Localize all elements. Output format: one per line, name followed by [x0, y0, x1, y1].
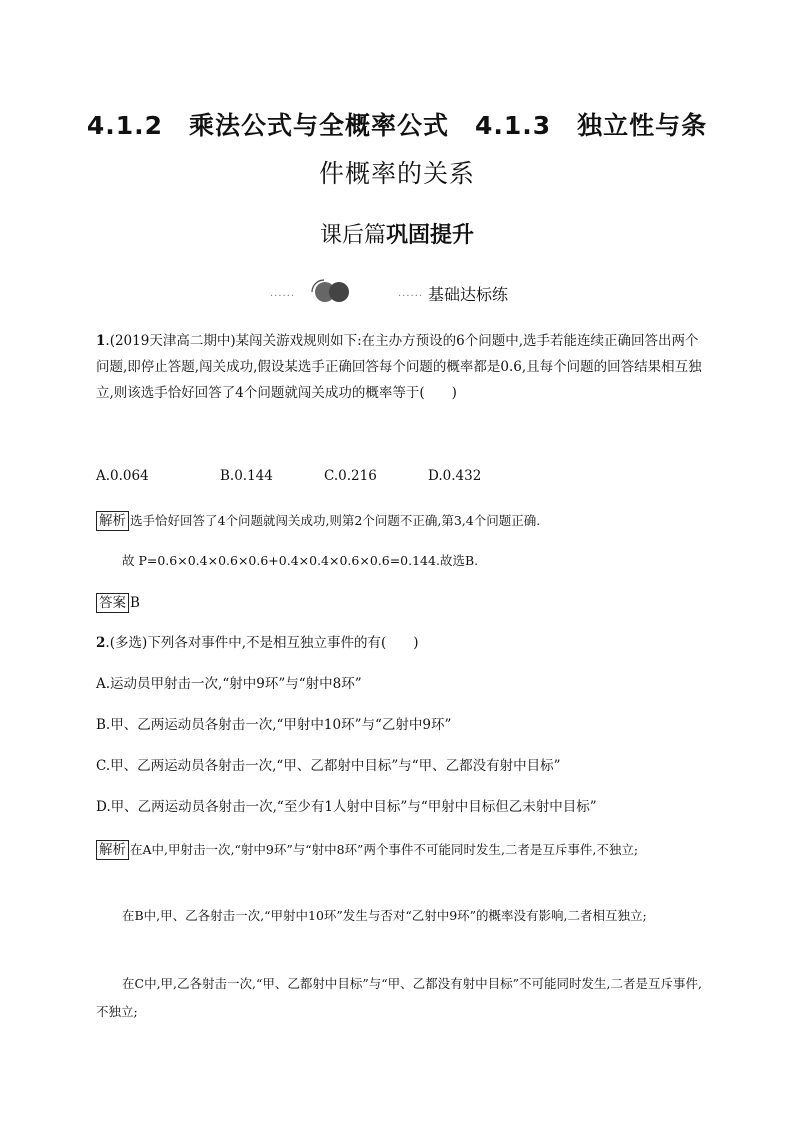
- q2-analysis-c: 在C中,甲,乙各射击一次,“甲、乙都射中目标”与“甲、乙都没有射中目标”不可能同时发生,二者是互斥事件,不独立;: [96, 976, 702, 1019]
- q2-option-d: D.甲、乙两运动员各射击一次,“至少有1人射中目标”与“甲射中目标但乙未射中目标”: [96, 799, 597, 815]
- q1-option-d: D.0.432: [428, 468, 482, 484]
- page-title-line-1: 4.1.2 乘法公式与全概率公式 4.1.3 独立性与条: [86, 111, 708, 140]
- subtitle-bold: 巩固提升: [386, 223, 475, 248]
- page-subtitle: [60, 218, 734, 249]
- q1-analysis-line-1: [96, 508, 706, 534]
- answer-label: 答案: [96, 593, 129, 613]
- dots-left: ······: [270, 291, 296, 302]
- analysis-label: 解析: [96, 840, 129, 860]
- question-2-number: 2: [96, 635, 106, 651]
- q2-option-c: C.甲、乙两运动员各射击一次,“甲、乙都射中目标”与“甲、乙都没有射中目标”: [96, 758, 561, 774]
- question-1-body: .(2019天津高二期中)某闯关游戏规则如下:在主办方预设的6个问题中,选手若能连续正确回答出两个问题,即停止答题,闯关成功,假设某选手正确回答每个问题的概率都是0.6,且每个问题的回答结果相互独立,则该选手恰好回答了4个问题就闯关成功的概率等于( ): [96, 333, 702, 401]
- q1-answer-value: B: [130, 595, 140, 611]
- question-1-text: [96, 328, 706, 406]
- page-title-line-2: 件概率的关系: [318, 159, 475, 188]
- q2-analysis-b: 在B中,甲、乙各射击一次,“甲射中10环”发生与否对“乙射中9环”的概率没有影响,二者相互独立;: [122, 908, 647, 923]
- q2-option-b: B.甲、乙两运动员各射击一次,“甲射中10环”与“乙射中9环”: [96, 717, 452, 733]
- q1-answer: [96, 590, 706, 616]
- q2-analysis-a-text: 在A中,甲射击一次,“射中9环”与“射中8环”两个事件不可能同时发生,二者是互斥事件,不独立;: [130, 842, 639, 857]
- dots-right: ······: [398, 291, 424, 302]
- question-2-text: [96, 630, 706, 656]
- subtitle-prefix: 课后篇: [319, 223, 386, 248]
- q2-analysis-a: [96, 836, 706, 864]
- q1-option-b: B.0.144: [220, 468, 273, 484]
- q2-option-a: A.运动员甲射击一次,“射中9环”与“射中8环”: [96, 676, 362, 692]
- question-2-body: .(多选)下列各对事件中,不是相互独立事件的有( ): [105, 635, 419, 651]
- q1-option-a: A.0.064: [96, 468, 149, 484]
- analysis-label: 解析: [96, 511, 129, 531]
- section-label: 基础达标练: [428, 285, 509, 304]
- q1-analysis-line-2: 故 P=0.6×0.4×0.6×0.6+0.4×0.4×0.6×0.6=0.144.故选B.: [122, 553, 479, 568]
- two-circles-icon: [308, 278, 358, 306]
- q1-analysis-text-1: 选手恰好回答了4个问题就闯关成功,则第2个问题不正确,第3,4个问题正确.: [130, 513, 541, 528]
- question-1-number: 1: [96, 333, 106, 349]
- section-header: [270, 278, 540, 308]
- question-1-options: [96, 468, 481, 484]
- q1-option-c: C.0.216: [324, 468, 377, 484]
